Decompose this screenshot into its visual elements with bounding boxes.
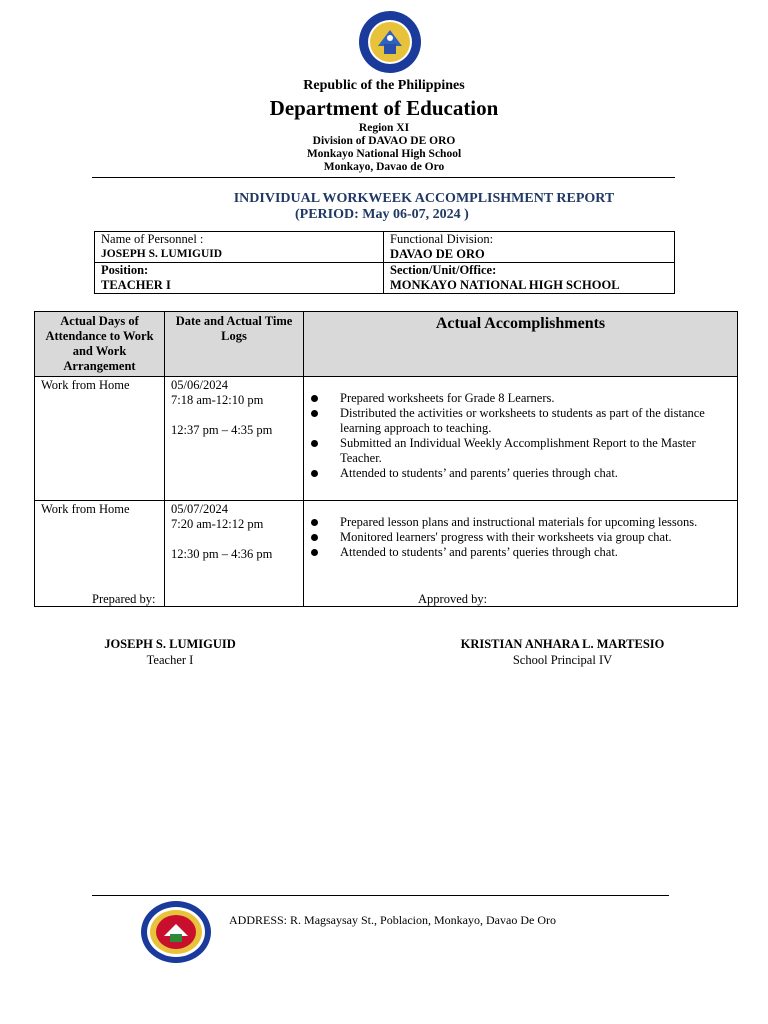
section-label: Section/Unit/Office: (390, 263, 497, 277)
bullet-icon (311, 440, 318, 447)
table-row (35, 501, 738, 607)
accomplishment-table (34, 311, 738, 607)
accomplishments-cell (304, 501, 738, 607)
position-cell (95, 263, 384, 294)
list-item: Attended to students’ and parents’ queries through chat. (340, 466, 733, 481)
position-value: TEACHER I (101, 278, 171, 292)
bullet-icon (311, 549, 318, 556)
approved-by-title: School Principal IV (512, 653, 613, 667)
name-of-personnel-cell (95, 232, 384, 263)
header-school: Monkayo National High School (306, 148, 462, 160)
header-divider (92, 177, 675, 178)
bullet-icon (311, 470, 318, 477)
header-department: Department of Education (269, 96, 499, 120)
footer-address: ADDRESS: R. Magsaysay St., Poblacion, Monkayo, Davao De Oro (229, 913, 556, 927)
header-republic: Republic of the Philippines (303, 78, 465, 93)
list-item: Monitored learners' progress with their worksheets via group chat. (340, 530, 733, 545)
list-item: Prepared worksheets for Grade 8 Learners. (340, 391, 733, 406)
date-value: 05/06/2024 (171, 378, 228, 392)
functional-division-cell (384, 232, 675, 263)
header-location: Monkayo, Davao de Oro (323, 161, 445, 173)
prepared-by-title: Teacher I (146, 653, 194, 667)
approved-by-label: Approved by: (418, 592, 488, 606)
bullet-icon (311, 395, 318, 402)
division-value: DAVAO DE ORO (390, 247, 485, 261)
school-seal-icon (140, 900, 212, 964)
prepared-by-name: JOSEPH S. LUMIGUID (104, 637, 236, 651)
division-label: Functional Division: (390, 232, 494, 246)
time-pm: 12:30 pm – 4:36 pm (171, 547, 273, 561)
header-division: Division of DAVAO DE ORO (312, 135, 456, 147)
list-item: Submitted an Individual Weekly Accomplishment Report to the Master Teacher. (340, 436, 733, 466)
header-region: Region XI (358, 122, 410, 134)
accomplishment-list (340, 391, 733, 481)
arrangement-cell: Work from Home (35, 501, 165, 607)
table-row (35, 377, 738, 501)
section-value: MONKAYO NATIONAL HIGH SCHOOL (390, 278, 620, 292)
time-log-cell (165, 377, 304, 501)
position-label: Position: (101, 263, 149, 277)
list-item: Distributed the activities or worksheets to students as part of the distance learning approach to teaching. (340, 406, 733, 436)
time-pm: 12:37 pm – 4:35 pm (171, 423, 273, 437)
header-time-logs: Date and Actual Time Logs (165, 312, 304, 377)
section-cell (384, 263, 675, 294)
bullet-icon (311, 534, 318, 541)
personnel-info-table (94, 231, 675, 294)
accomplishments-cell (304, 377, 738, 501)
accomplishment-list (340, 515, 733, 560)
time-log-cell (165, 501, 304, 607)
report-title: INDIVIDUAL WORKWEEK ACCOMPLISHMENT REPORT (233, 191, 615, 206)
bullet-icon (311, 410, 318, 417)
date-value: 05/07/2024 (171, 502, 228, 516)
header-accomplishments: Actual Accomplishments (304, 312, 738, 377)
deped-seal-icon (358, 10, 422, 74)
arrangement-cell: Work from Home (35, 377, 165, 501)
time-am: 7:20 am-12:12 pm (171, 517, 264, 531)
bullet-icon (311, 519, 318, 526)
table-header-row (35, 312, 738, 377)
footer-divider (92, 895, 669, 896)
name-value: JOSEPH S. LUMIGUID (101, 248, 223, 260)
name-label: Name of Personnel : (101, 232, 204, 246)
prepared-by-label: Prepared by: (92, 592, 156, 606)
list-item: Prepared lesson plans and instructional materials for upcoming lessons. (340, 515, 733, 530)
list-item: Attended to students’ and parents’ queries through chat. (340, 545, 733, 560)
time-am: 7:18 am-12:10 pm (171, 393, 264, 407)
approved-by-name: KRISTIAN ANHARA L. MARTESIO (460, 637, 665, 651)
report-period: (PERIOD: May 06-07, 2024 ) (295, 207, 469, 222)
header-attendance: Actual Days of Attendance to Work and Work Arrangement (35, 312, 165, 377)
